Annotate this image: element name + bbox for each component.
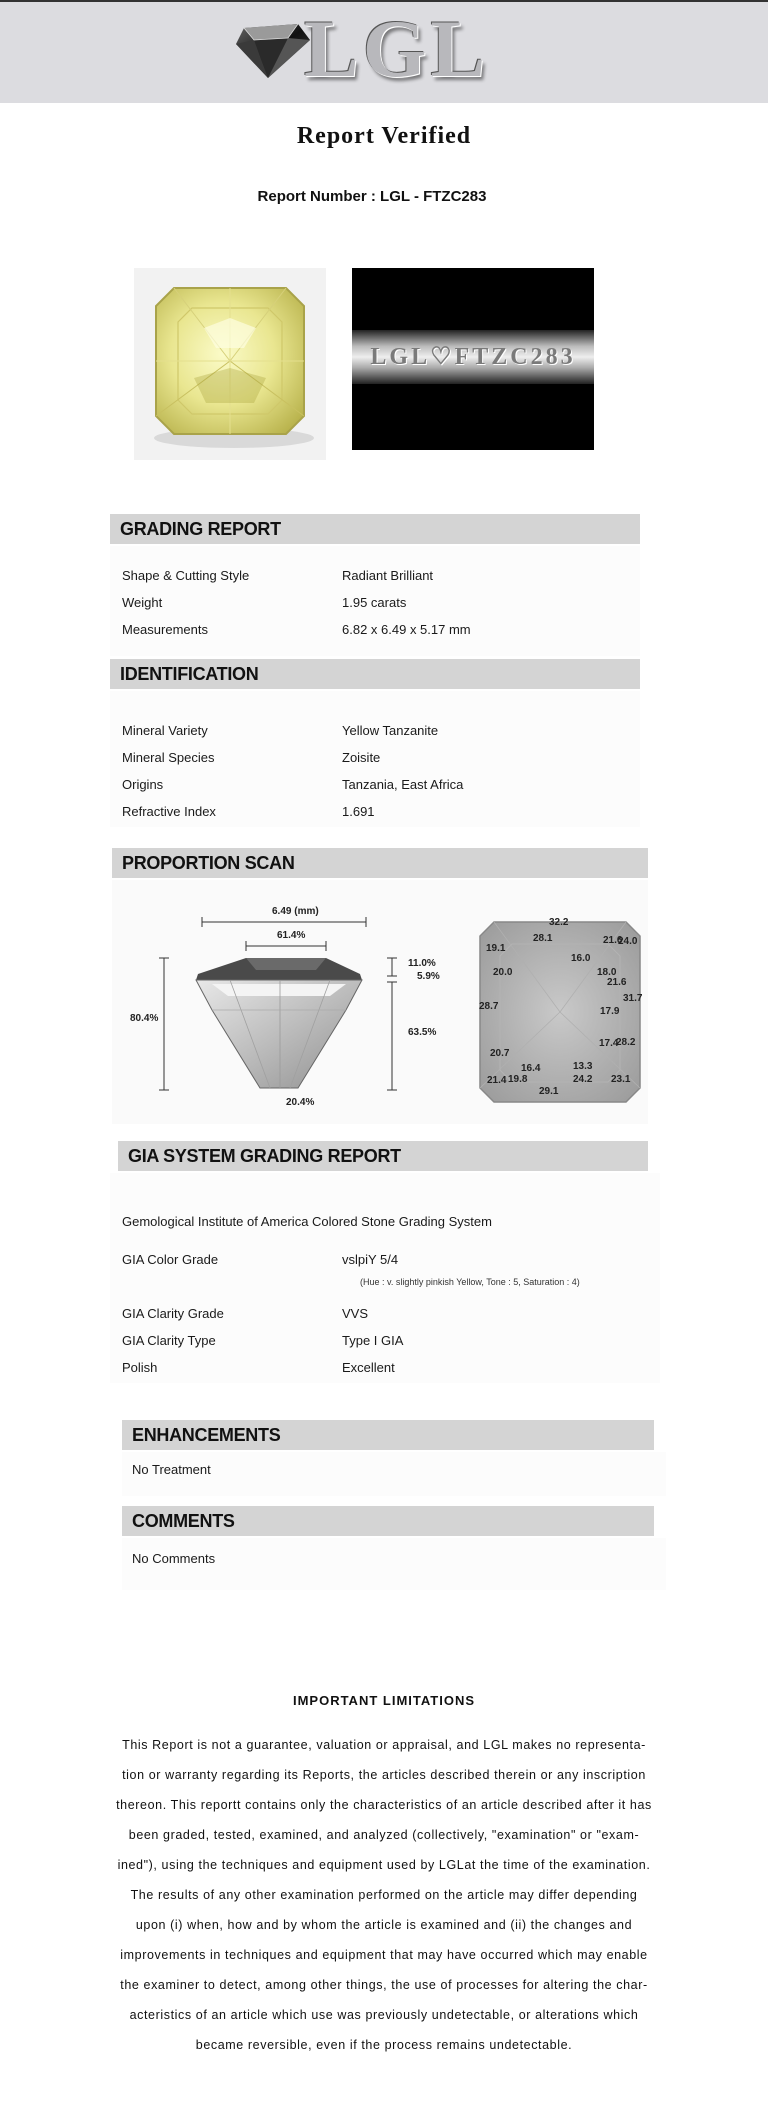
profile-crown-label: 11.0% [408, 958, 436, 969]
limitations-line: upon (i) when, how and by whom the article is examined and (ii) the changes and [135, 1918, 633, 1932]
gia-color-label: GIA Color Grade [122, 1252, 219, 1267]
grading-row-label: Weight [122, 595, 163, 610]
face-value: 20.7 [490, 1048, 510, 1059]
grading-report-heading: GRADING REPORT [110, 514, 640, 544]
gia-row-label: GIA Clarity Grade [122, 1306, 224, 1321]
gia-subtitle: Gemological Institute of America Colored Stone Grading System [122, 1214, 492, 1229]
identification-row-label: Mineral Variety [122, 723, 208, 738]
report-number: Report Number : LGL - FTZC283 [257, 188, 487, 205]
face-value: 17.4 [599, 1038, 619, 1049]
face-value: 32.2 [549, 917, 569, 928]
face-value: 13.3 [573, 1061, 593, 1072]
gia-color-value: vslpiY 5/4 [342, 1252, 399, 1267]
limitations-line: tion or warranty regarding its Reports, the articles described therein or any inscription [122, 1768, 646, 1782]
grading-row-value: 6.82 x 6.49 x 5.17 mm [342, 622, 471, 637]
limitations-line: acteristics of an article which use was previously undetectable, or alterations which [129, 2008, 639, 2022]
face-value: 18.0 [597, 967, 617, 978]
limitations-line: ined"), using the techniques and equipment used by LGLat the time of the examination. [117, 1858, 651, 1872]
face-value: 19.8 [508, 1074, 528, 1085]
face-value: 19.1 [486, 943, 506, 954]
identification-row-value: Yellow Tanzanite [342, 723, 439, 738]
face-value: 21.4 [487, 1075, 507, 1086]
comments-heading: COMMENTS [122, 1506, 654, 1536]
limitations-line: improvements in techniques and equipment that may have occurred which may enable [120, 1948, 648, 1962]
diamond-logo-icon [234, 22, 312, 80]
face-value: 24.2 [573, 1074, 593, 1085]
limitations-heading: IMPORTANT LIMITATIONS [292, 1693, 476, 1708]
profile-culet-label: 20.4% [286, 1097, 315, 1108]
grading-row-label: Shape & Cutting Style [122, 568, 250, 583]
face-value: 21.6 [607, 977, 627, 988]
comments-text: No Comments [132, 1551, 216, 1566]
gia-row-label: Polish [122, 1360, 158, 1375]
identification-row-value: Tanzania, East Africa [342, 777, 464, 792]
gia-row-label: GIA Clarity Type [122, 1333, 216, 1348]
grading-row-value: 1.95 carats [342, 595, 407, 610]
grading-row-label: Measurements [122, 622, 208, 637]
gia-heading: GIA SYSTEM GRADING REPORT [118, 1141, 648, 1171]
page-title: Report Verified [296, 123, 472, 149]
proportion-scan-heading: PROPORTION SCAN [112, 848, 648, 878]
identification-row-label: Refractive Index [122, 804, 216, 819]
identification-row-label: Origins [122, 777, 164, 792]
radiant-gem-image [134, 268, 326, 460]
face-value: 28.7 [479, 1001, 499, 1012]
profile-width-label: 6.49 (mm) [272, 906, 319, 917]
profile-pavilion-label: 63.5% [408, 1027, 437, 1038]
profile-girdle-label: 5.9% [417, 971, 440, 982]
profile-depth-label: 80.4% [130, 1013, 159, 1024]
face-value: 17.9 [600, 1006, 620, 1017]
identification-row-label: Mineral Species [122, 750, 215, 765]
face-value: 23.1 [611, 1074, 631, 1085]
inscription-text: LGL♡FTZC283 [370, 344, 576, 370]
identification-heading: IDENTIFICATION [110, 659, 640, 689]
grading-row-value: Radiant Brilliant [342, 568, 434, 583]
face-value: 29.1 [539, 1086, 559, 1097]
limitations-line: the examiner to detect, among other things, the use of processes for altering the char- [120, 1978, 648, 1992]
face-value: 28.1 [533, 933, 553, 944]
logo-text: LGL [304, 3, 490, 94]
identification-row-value: Zoisite [342, 750, 381, 765]
limitations-line: been graded, tested, examined, and analyzed (collectively, "examination" or "exam- [128, 1828, 640, 1842]
gemstone-photo [134, 268, 326, 460]
face-value: 20.0 [493, 967, 513, 978]
lgl-logo [234, 3, 494, 94]
girdle-inscription-photo [352, 268, 594, 450]
enhancements-text: No Treatment [132, 1462, 211, 1477]
enhancements-heading: ENHANCEMENTS [122, 1420, 654, 1450]
gia-row-value: Excellent [342, 1360, 395, 1375]
limitations-line: became reversible, even if the process remains undetectable. [195, 2038, 573, 2052]
gia-row-value: Type I GIA [342, 1333, 404, 1348]
face-value: 21.6 [603, 935, 623, 946]
identification-row-value: 1.691 [342, 804, 375, 819]
face-value: 28.2 [616, 1037, 636, 1048]
gia-color-note: (Hue : v. slightly pinkish Yellow, Tone : 5, Saturation : 4) [360, 1277, 580, 1287]
face-value: 16.0 [571, 953, 591, 964]
limitations-line: thereon. This reportt contains only the characteristics of an article described after it has [116, 1798, 652, 1812]
face-value: 16.4 [521, 1063, 541, 1074]
face-value: 31.7 [623, 993, 643, 1004]
profile-table-label: 61.4% [277, 930, 306, 941]
gia-row-value: VVS [342, 1306, 369, 1321]
face-value: 24.0 [618, 936, 638, 947]
limitations-line: The results of any other examination performed on the article may differ depending [130, 1888, 638, 1902]
limitations-line: This Report is not a guarantee, valuation or appraisal, and LGL makes no representa- [122, 1738, 646, 1752]
